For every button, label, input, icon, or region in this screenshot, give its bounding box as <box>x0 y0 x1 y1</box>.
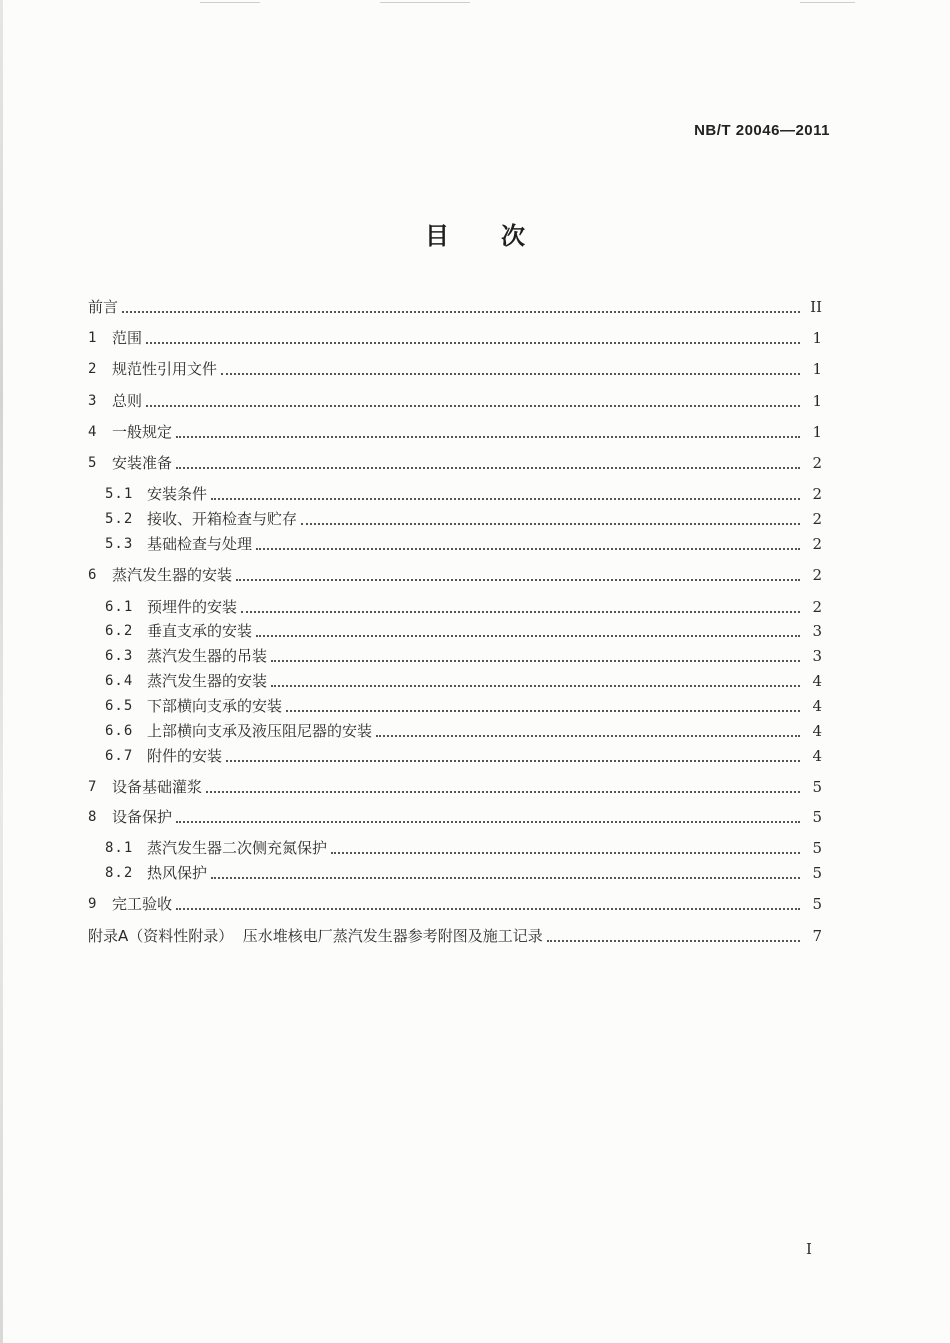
toc-entry-page: 3 <box>812 647 822 665</box>
scan-mark <box>800 2 855 3</box>
toc-entry-page: 4 <box>812 722 822 740</box>
dot-leader <box>206 790 800 793</box>
dot-leader <box>176 466 800 469</box>
dot-leader <box>221 372 800 375</box>
toc-entry-label: 附录A（资料性附录） 压水堆核电厂蒸汽发生器参考附图及施工记录 <box>88 927 543 945</box>
dot-leader <box>176 820 800 823</box>
toc-entry-preface[interactable] <box>88 296 822 318</box>
toc-entry-label: 蒸汽发生器的安装 <box>112 566 233 584</box>
toc-entry-label: 规范性引用文件 <box>112 360 218 378</box>
toc-entry-9[interactable] <box>88 893 822 915</box>
toc-entry-label: 蒸汽发生器的吊装 <box>147 647 268 665</box>
toc-entry-page: 5 <box>812 778 822 796</box>
toc-entry-8[interactable] <box>88 806 822 828</box>
toc-entry-7[interactable] <box>88 776 822 798</box>
toc-entry-number: 8.1 <box>105 840 134 856</box>
toc-entry-page: 1 <box>812 329 822 347</box>
dot-leader <box>271 684 800 687</box>
dot-leader <box>211 497 800 500</box>
toc-entry-page: II <box>810 298 822 316</box>
toc-entry-5-1[interactable] <box>105 483 822 505</box>
dot-leader <box>122 310 800 313</box>
dot-leader <box>211 876 800 879</box>
toc-entry-number: 4 <box>88 424 97 440</box>
dot-leader <box>256 547 800 550</box>
toc-entry-6[interactable] <box>88 564 822 586</box>
toc-entry-6-7[interactable] <box>105 745 822 767</box>
toc-entry-page: 2 <box>812 510 822 528</box>
toc-entry-label: 热风保护 <box>147 864 208 882</box>
toc-entry-1[interactable] <box>88 327 822 349</box>
toc-entry-8-1[interactable] <box>105 837 822 859</box>
toc-entry-label: 基础检查与处理 <box>147 535 253 553</box>
page-number: I <box>806 1240 812 1258</box>
toc-entry-page: 2 <box>812 454 822 472</box>
toc-entry-page: 4 <box>812 697 822 715</box>
toc-entry-label: 上部横向支承及液压阻尼器的安装 <box>147 722 373 740</box>
toc-entry-8-2[interactable] <box>105 862 822 884</box>
toc-entry-4[interactable] <box>88 421 822 443</box>
toc-entry-number: 5.1 <box>105 486 134 502</box>
toc-entry-number: 5.2 <box>105 511 134 527</box>
scan-mark <box>380 2 470 3</box>
toc-entry-appendix-a[interactable] <box>88 925 822 947</box>
toc-entry-label: 范围 <box>112 329 143 347</box>
toc-entry-6-2[interactable] <box>105 620 822 642</box>
toc-entry-label: 总则 <box>112 392 143 410</box>
toc-entry-6-6[interactable] <box>105 720 822 742</box>
toc-entry-number: 6.5 <box>105 698 134 714</box>
dot-leader <box>547 939 800 942</box>
toc-entry-number: 6 <box>88 567 97 583</box>
toc-entry-page: 2 <box>812 598 822 616</box>
toc-entry-page: 1 <box>812 423 822 441</box>
toc-entry-label: 一般规定 <box>112 423 173 441</box>
dot-leader <box>176 907 800 910</box>
dot-leader <box>271 659 800 662</box>
scan-edge <box>0 0 3 1343</box>
dot-leader <box>236 578 800 581</box>
dot-leader <box>146 341 800 344</box>
dot-leader <box>226 759 800 762</box>
toc-entry-page: 4 <box>812 672 822 690</box>
toc-entry-number: 2 <box>88 361 97 377</box>
toc-entry-label: 蒸汽发生器的安装 <box>147 672 268 690</box>
toc-entry-page: 2 <box>812 566 822 584</box>
dot-leader <box>376 734 800 737</box>
toc-entry-3[interactable] <box>88 390 822 412</box>
toc-entry-number: 7 <box>88 779 97 795</box>
toc-entry-page: 1 <box>812 392 822 410</box>
dot-leader <box>301 522 800 525</box>
toc-entry-number: 6.6 <box>105 723 134 739</box>
toc-entry-label: 完工验收 <box>112 895 173 913</box>
toc-entry-label: 下部横向支承的安装 <box>147 697 283 715</box>
toc-entry-number: 6.7 <box>105 748 134 764</box>
toc-entry-5[interactable] <box>88 452 822 474</box>
toc-entry-6-4[interactable] <box>105 670 822 692</box>
toc-entry-page: 2 <box>812 535 822 553</box>
toc-entry-5-3[interactable] <box>105 533 822 555</box>
toc-entry-number: 6.1 <box>105 599 134 615</box>
toc-entry-label: 垂直支承的安装 <box>147 622 253 640</box>
toc-entry-label: 预埋件的安装 <box>147 598 238 616</box>
toc-entry-number: 5.3 <box>105 536 134 552</box>
toc-entry-6-3[interactable] <box>105 645 822 667</box>
dot-leader <box>331 851 800 854</box>
toc-entry-label: 前言 <box>88 298 119 316</box>
toc-entry-number: 3 <box>88 393 97 409</box>
toc-entry-page: 4 <box>812 747 822 765</box>
toc-entry-label: 设备基础灌浆 <box>112 778 203 796</box>
toc-entry-5-2[interactable] <box>105 508 822 530</box>
toc-entry-number: 6.3 <box>105 648 134 664</box>
toc-entry-6-5[interactable] <box>105 695 822 717</box>
dot-leader <box>176 435 800 438</box>
toc-entry-number: 1 <box>88 330 97 346</box>
dot-leader <box>286 709 800 712</box>
toc-title: 目次 <box>425 222 577 250</box>
toc-entry-page: 2 <box>812 485 822 503</box>
toc-entry-page: 7 <box>812 927 822 945</box>
toc-entry-label: 设备保护 <box>112 808 173 826</box>
dot-leader <box>146 404 800 407</box>
toc-entry-label: 安装准备 <box>112 454 173 472</box>
toc-entry-number: 5 <box>88 455 97 471</box>
dot-leader <box>241 610 800 613</box>
toc-entry-6-1[interactable] <box>105 596 822 618</box>
toc-entry-page: 5 <box>812 839 822 857</box>
dot-leader <box>256 634 800 637</box>
toc-entry-label: 附件的安装 <box>147 747 223 765</box>
toc-entry-2[interactable] <box>88 358 822 380</box>
toc-entry-number: 6.4 <box>105 673 134 689</box>
scan-mark <box>200 2 260 3</box>
toc-entry-label: 接收、开箱检查与贮存 <box>147 510 298 528</box>
toc-entry-number: 6.2 <box>105 623 134 639</box>
toc-entry-label: 蒸汽发生器二次侧充氮保护 <box>147 839 328 857</box>
toc-entry-number: 8 <box>88 809 97 825</box>
toc-entry-number: 8.2 <box>105 865 134 881</box>
toc-entry-number: 9 <box>88 896 97 912</box>
toc-entry-label: 安装条件 <box>147 485 208 503</box>
toc-entry-page: 5 <box>812 864 822 882</box>
toc-entry-page: 1 <box>812 360 822 378</box>
toc-entry-page: 3 <box>812 622 822 640</box>
toc-entry-page: 5 <box>812 895 822 913</box>
toc-entry-page: 5 <box>812 808 822 826</box>
document-code: NB/T 20046—2011 <box>694 122 830 139</box>
